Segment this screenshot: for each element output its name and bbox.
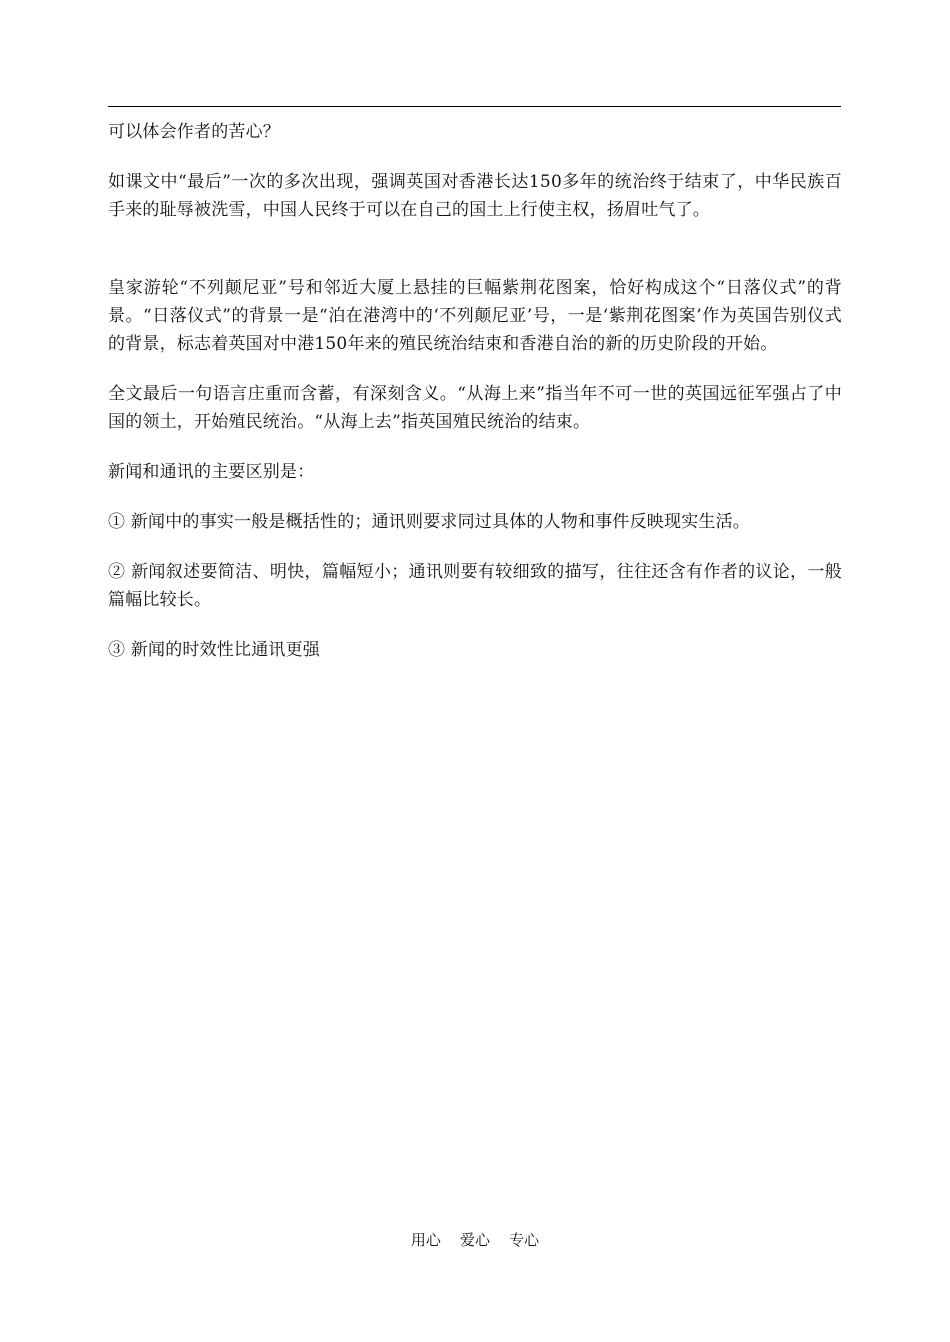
paragraph-closing-sentence: 全文最后一句语言庄重而含蓄，有深刻含义。“从海上来”指当年不可一世的英国远征军强占了中国的领土，开始殖民统治。“从海上去”指英国殖民统治的结束。 [108,384,842,432]
paragraph-difference-1: ① 新闻中的事实一般是概括性的；通讯则要求同过具体的人物和事件反映现实生活。 [108,512,751,532]
page-footer: 用心 爱心 专心 [410,1231,540,1249]
header-rule [108,106,841,107]
document-body [108,118,842,664]
paragraph-intro-question: 可以体会作者的苦心？ [108,122,280,142]
paragraph-difference-2: ② 新闻叙述要简洁、明快，篇幅短小；通讯则要有较细致的描写，往往还含有作者的议论，一般篇幅比较长。 [108,562,842,610]
paragraph-last-time: 如课文中“最后”一次的多次出现，强调英国对香港长达150多年的统治终于结束了，中华民族百手来的耻辱被洗雪，中国人民终于可以在自己的国土上行使主权，扬眉吐气了。 [108,172,842,220]
paragraph-sunset-ceremony: 皇家游轮“不列颠尼亚”号和邻近大厦上悬挂的巨幅紫荆花图案，恰好构成这个“日落仪式”的背景。“日落仪式”的背景一是“泊在港湾中的‘不列颠尼亚’号，一是‘紫荆花图案’作为英国告别仪式的背景，标志着英国对中港150年来的殖民统治结束和香港自治的新的历史阶段的开始。 [108,278,842,354]
paragraph-differences-heading: 新闻和通讯的主要区别是： [108,462,315,482]
paragraph-difference-3: ③ 新闻的时效性比通讯更强 [108,640,321,660]
